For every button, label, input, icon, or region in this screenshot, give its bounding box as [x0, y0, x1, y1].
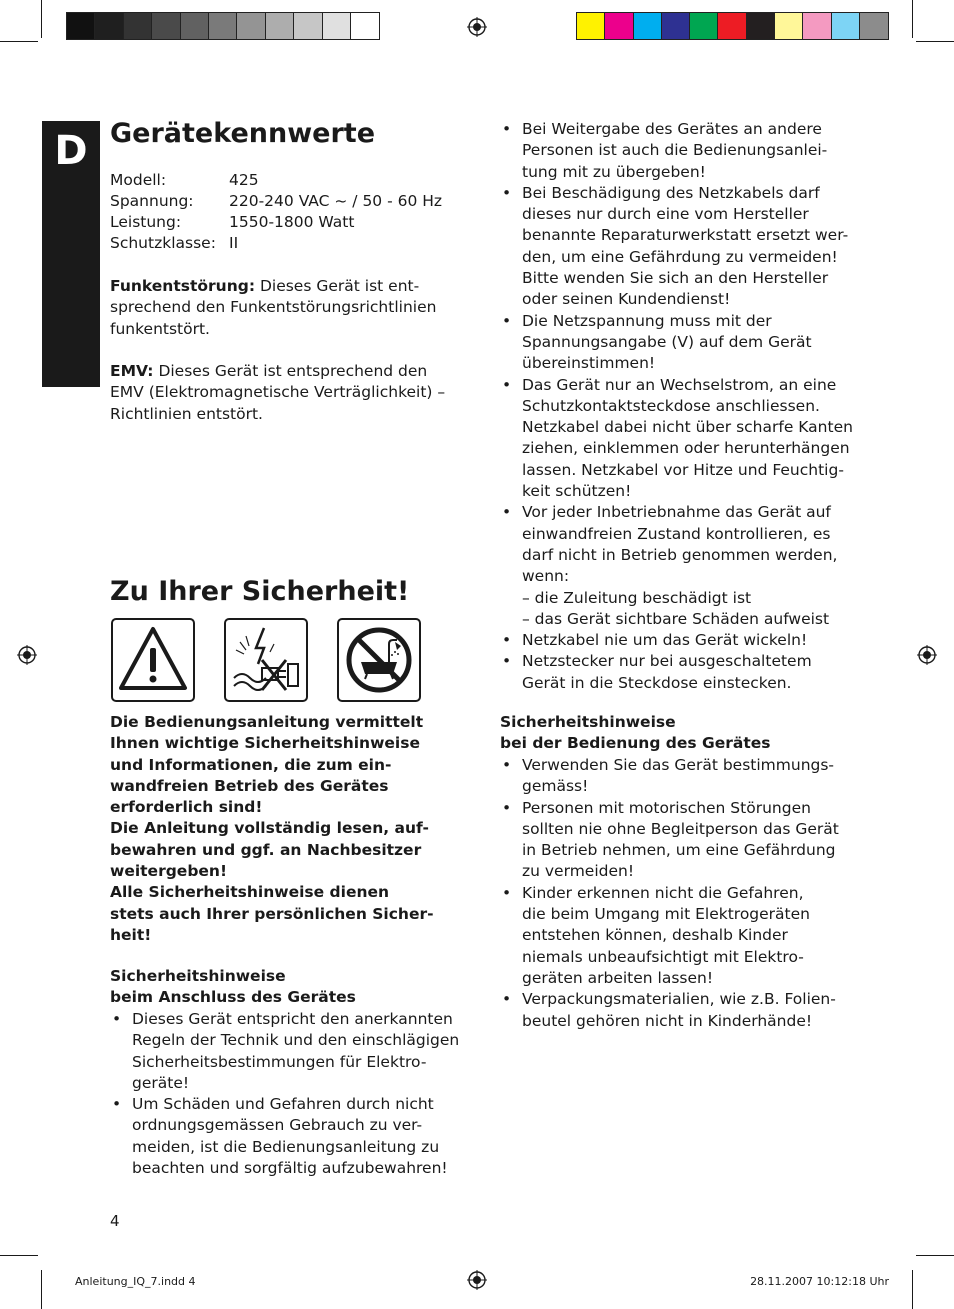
geraetekennwerte-title: Gerätekennwerte — [110, 118, 376, 149]
warning-triangle-icon — [111, 618, 195, 702]
emv-line: Richtlinien entstört. — [110, 404, 263, 423]
spec-value: 1550-1800 Watt — [229, 213, 355, 231]
color-swatch — [323, 13, 351, 39]
list-item-line: dieses nur durch eine vom Hersteller — [522, 205, 809, 224]
emv-paragraph — [110, 361, 445, 425]
list-item-line: • Das Gerät nur an Wechselstrom, an eine — [522, 375, 837, 394]
intro-line: bewahren und ggf. an Nachbesitzer — [110, 840, 422, 859]
list-item — [500, 651, 853, 694]
color-swatch — [747, 13, 775, 39]
list-item — [500, 119, 853, 183]
funk-label: Funkentstörung: — [110, 277, 256, 295]
color-swatch — [605, 13, 633, 39]
color-swatch — [832, 13, 860, 39]
page-number: 4 — [110, 1212, 120, 1230]
list-item-line: beutel gehören nicht in Kinderhände! — [522, 1011, 813, 1030]
list-item-line: • Netzstecker nur bei ausgeschaltetem — [522, 652, 812, 671]
list-item — [500, 755, 839, 798]
list-item-line: • Bei Weitergabe des Gerätes an andere — [522, 120, 822, 138]
list-item-line: entstehen können, deshalb Kinder — [522, 926, 788, 945]
color-swatch — [294, 13, 322, 39]
list-item-line: geräte! — [132, 1073, 190, 1092]
color-swatch — [266, 13, 294, 39]
list-item-line: darf nicht in Betrieb genommen werden, — [522, 545, 838, 564]
list-item-line: • Personen mit motorischen Störungen — [522, 798, 811, 817]
intro-line: erforderlich sind! — [110, 798, 263, 817]
list-item-line: lassen. Netzkabel vor Hitze und Feuchtig- — [522, 460, 844, 479]
color-swatch — [718, 13, 746, 39]
list-item — [500, 798, 839, 883]
color-swatch — [775, 13, 803, 39]
funk-line: sprechend den Funkentstörungsrichtlinien — [110, 298, 437, 317]
color-swatch — [860, 13, 888, 39]
spec-label: Spannung: — [110, 192, 194, 210]
list-item — [500, 502, 853, 630]
color-swatch — [351, 13, 379, 39]
right-safety-list — [500, 119, 853, 694]
heading-line: beim Anschluss des Gerätes — [110, 988, 356, 1007]
color-swatch — [181, 13, 209, 39]
heading-line: bei der Bedienung des Gerätes — [500, 734, 771, 753]
list-item-line: übereinstimmen! — [522, 354, 656, 373]
anschluss-list — [110, 1009, 459, 1179]
color-swatch — [690, 13, 718, 39]
color-swatch — [209, 13, 237, 39]
intro-line: und Informationen, die zum ein- — [110, 755, 392, 774]
heading-line: Sicherheitshinweise — [110, 967, 286, 985]
list-item-line: geräten arbeiten lassen! — [522, 968, 714, 987]
list-item-line: • Verpackungsmaterialien, wie z.B. Folien- — [522, 990, 836, 1009]
list-item — [500, 630, 853, 651]
color-swatch — [95, 13, 123, 39]
registration-mark-icon — [467, 17, 487, 37]
spec-label: Modell: — [110, 171, 167, 189]
spec-value: 425 — [229, 171, 259, 189]
emv-line: EMV (Elektromagnetische Verträglichkeit) – — [110, 383, 446, 402]
funk-line: Dieses Gerät ist ent- — [255, 277, 420, 295]
footer-file: Anleitung_IQ_7.indd 4 — [75, 1275, 196, 1288]
list-item-line: Bitte wenden Sie sich an den Hersteller — [522, 269, 829, 288]
list-item-line: Gerät in die Steckdose einstecken. — [522, 673, 792, 692]
list-item-line: in Betrieb nehmen, um eine Gefährdung — [522, 841, 836, 860]
list-item-line: Sicherheitsbestimmungen für Elektro- — [132, 1052, 427, 1071]
funk-line: funkentstört. — [110, 319, 210, 338]
list-item-line: oder seinen Kundendienst! — [522, 290, 731, 309]
list-item-line: • Vor jeder Inbetriebnahme das Gerät auf — [522, 503, 831, 522]
language-section-tab — [42, 121, 100, 387]
electric-shock-water-icon — [224, 618, 308, 702]
list-item-line: • Dieses Gerät entspricht den anerkannten — [132, 1010, 453, 1028]
color-swatch — [152, 13, 180, 39]
spec-value: II — [229, 234, 239, 252]
list-item-line: beachten und sorgfältig aufzubewahren! — [132, 1159, 448, 1178]
color-swatch — [577, 13, 605, 39]
list-item-line: Regeln der Technik und den einschlägigen — [132, 1031, 460, 1050]
list-item-line: Schutzkontaktsteckdose anschliessen. — [522, 396, 820, 415]
color-swatch — [124, 13, 152, 39]
color-swatch — [803, 13, 831, 39]
list-item-line: die beim Umgang mit Elektrogeräten — [522, 905, 810, 924]
list-item-line: ziehen, einklemmen oder herunterhängen — [522, 439, 850, 458]
list-item — [500, 375, 853, 503]
list-item-line: Netzkabel dabei nicht über scharfe Kanten — [522, 418, 853, 437]
color-swatch — [634, 13, 662, 39]
color-swatch — [237, 13, 265, 39]
registration-mark-icon — [17, 645, 37, 665]
intro-line: heit! — [110, 925, 152, 944]
funk-paragraph — [110, 276, 436, 340]
bedienung-list — [500, 755, 839, 1032]
list-item-line: wenn: — [522, 567, 570, 586]
list-item — [500, 883, 839, 989]
list-item-line: benannte Reparaturwerkstatt ersetzt wer- — [522, 226, 849, 245]
emv-line: Dieses Gerät ist entsprechend den — [153, 362, 428, 380]
spec-value: 220-240 VAC ~ / 50 - 60 Hz — [229, 192, 443, 210]
list-item — [110, 1009, 459, 1094]
list-item-line: keit schützen! — [522, 482, 632, 501]
list-item-line: ordnungsgemässen Gebrauch zu ver- — [132, 1116, 423, 1135]
no-bathtub-icon — [337, 618, 421, 702]
intro-line: Ihnen wichtige Sicherheitshinweise — [110, 734, 420, 753]
registration-mark-icon — [917, 645, 937, 665]
intro-line: wandfreien Betrieb des Gerätes — [110, 776, 389, 795]
list-item-line: – das Gerät sichtbare Schäden aufweist — [522, 609, 830, 628]
list-item — [110, 1094, 459, 1179]
list-item-line: niemals unbeaufsichtigt mit Elektro- — [522, 947, 804, 966]
intro-line: Alle Sicherheitshinweise dienen — [110, 883, 390, 902]
list-item — [500, 183, 853, 311]
grayscale-color-bar — [66, 12, 380, 40]
list-item-line: gemäss! — [522, 777, 589, 796]
list-item-line: • Kinder erkennen nicht die Gefahren, — [522, 883, 804, 902]
sicherheit-intro — [110, 712, 434, 946]
list-item-line: einwandfreien Zustand kontrollieren, es — [522, 524, 831, 543]
color-swatch — [662, 13, 690, 39]
sicherheit-title: Zu Ihrer Sicherheit! — [110, 576, 410, 607]
list-item-line: den, um eine Gefährdung zu vermeiden! — [522, 247, 838, 266]
anschluss-heading — [110, 966, 356, 1009]
list-item-line: • Bei Beschädigung des Netzkabels darf — [522, 183, 820, 202]
footer-date: 28.11.2007 10:12:18 Uhr — [750, 1275, 889, 1288]
spec-label: Leistung: — [110, 213, 182, 231]
list-item-line: • Um Schäden und Gefahren durch nicht — [132, 1095, 434, 1114]
list-item-line: tung mit zu übergeben! — [522, 162, 706, 181]
list-item-line: – die Zuleitung beschädigt ist — [522, 588, 752, 607]
emv-label: EMV: — [110, 362, 154, 380]
color-swatch — [67, 13, 95, 39]
intro-line: stets auch Ihrer persönlichen Sicher- — [110, 904, 434, 923]
list-item — [500, 989, 839, 1032]
registration-mark-icon — [467, 1270, 487, 1290]
list-item-line: • Die Netzspannung muss mit der — [522, 311, 772, 330]
list-item-line: zu vermeiden! — [522, 862, 635, 881]
list-item-line: sollten nie ohne Begleitperson das Gerät — [522, 819, 839, 838]
intro-line: weitergeben! — [110, 862, 228, 881]
spec-label: Schutzklasse: — [110, 234, 216, 252]
list-item-line: • Netzkabel nie um das Gerät wickeln! — [522, 631, 808, 650]
heading-line: Sicherheitshinweise — [500, 713, 676, 731]
process-color-bar — [576, 12, 889, 40]
list-item-line: Spannungsangabe (V) auf dem Gerät — [522, 332, 812, 351]
list-item-line: Personen ist auch die Bedienungsanlei- — [522, 141, 828, 160]
intro-line: Die Anleitung vollständig lesen, auf- — [110, 819, 429, 838]
bedienung-heading — [500, 712, 771, 755]
list-item — [500, 311, 853, 375]
section-tab-letter: D — [54, 128, 88, 174]
intro-line: Die Bedienungsanleitung vermittelt — [110, 713, 424, 731]
specs-table — [110, 170, 442, 254]
list-item-line: meiden, ist die Bedienungsanleitung zu — [132, 1137, 440, 1156]
list-item-line: • Verwenden Sie das Gerät bestimmungs- — [522, 756, 835, 774]
